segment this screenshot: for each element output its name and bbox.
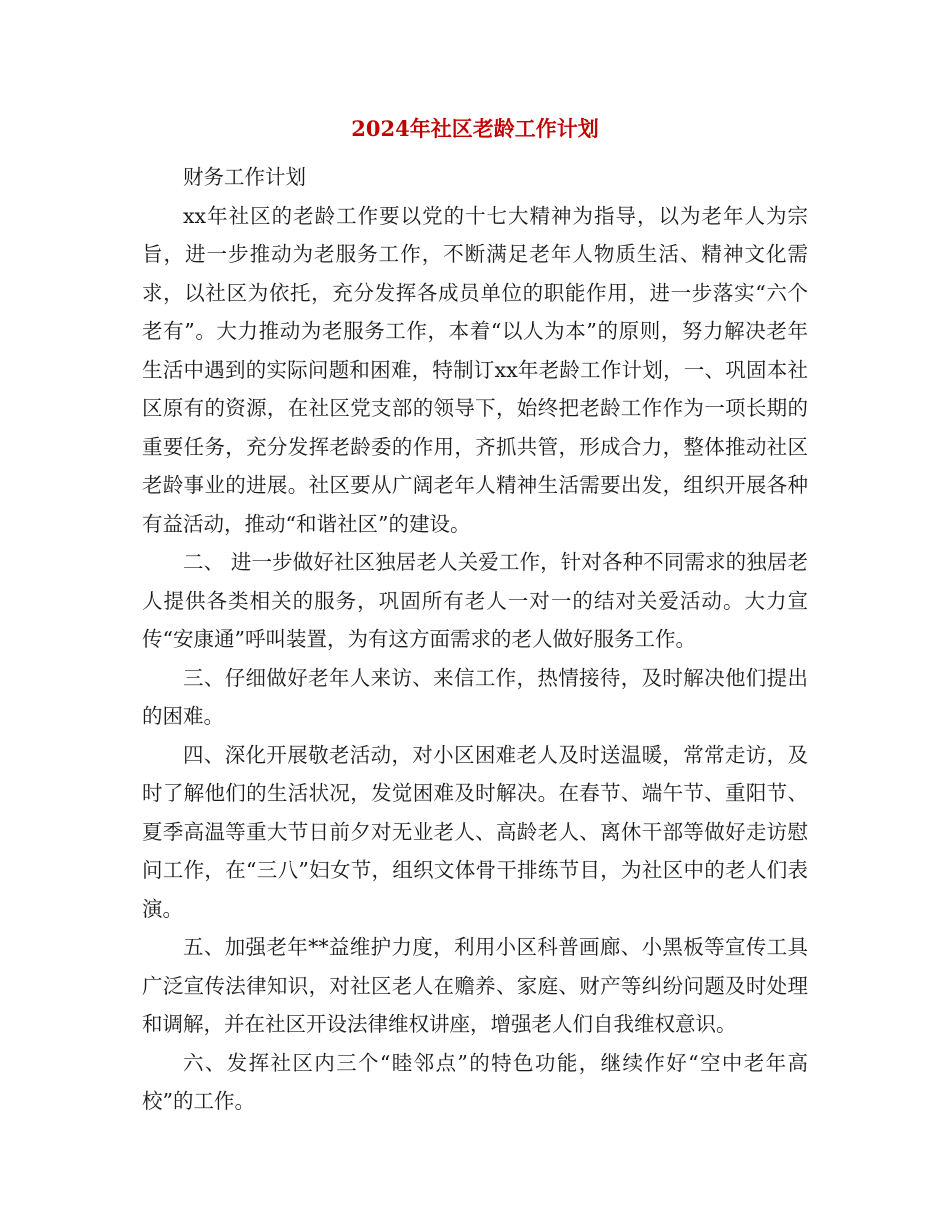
paragraph-heading: 财务工作计划 — [183, 165, 306, 189]
paragraph-item-3: 三、仔细做好老年人来访、来信工作，热情接待，及时解决他们提出的困难。 — [142, 665, 808, 728]
paragraph-item-2: 二、 进一步做好社区独居老人关爱工作，针对各种不同需求的独居老人提供各类相关的服务，巩固所有老人一对一的结对关爱活动。大力宣传“安康通”呼叫装置，为有这方面需求的老人做好服务工作。 — [142, 550, 808, 651]
paragraph-item-4: 四、深化开展敬老活动，对小区困难老人及时送温暖，常常走访，及时了解他们的生活状况，发觉困难及时解决。在春节、端午节、重阳节、夏季高温等重大节日前夕对无业老人、高龄老人、离休干部等做好走访慰问工作，在“三八”妇女节，组织文体骨干排练节目，为社区中的老人们表演。 — [142, 742, 808, 921]
document-body — [142, 158, 808, 1121]
paragraph-intro: xx年社区的老龄工作要以党的十七大精神为指导，以为老年人为宗旨，进一步推动为老服务工作，不断满足老年人物质生活、精神文化需求，以社区为依托，充分发挥各成员单位的职能作用，进一步落实“六个老有”。大力推动为老服务工作，本着“以人为本”的原则，努力解决老年生活中遇到的实际问题和困难，特制订xx年老龄工作计划，一、巩固本社区原有的资源，在社区党支部的领导下，始终把老龄工作作为一项长期的重要任务，充分发挥老龄委的作用，齐抓共管，形成合力，整体推动社区老龄事业的进展。社区要从广阔老年人精神生活需要出发，组织开展各种有益活动，推动“和谐社区”的建设。 — [142, 203, 808, 536]
paragraph-item-6: 六、发挥社区内三个“睦邻点”的特色功能，继续作好“空中老年高校”的工作。 — [142, 1050, 808, 1113]
paragraph-item-5: 五、加强老年**益维护力度，利用小区科普画廊、小黑板等宣传工具广泛宣传法律知识，对社区老人在赡养、家庭、财产等纠纷问题及时处理和调解，并在社区开设法律维权讲座，增强老人们自我维权意识。 — [142, 935, 808, 1036]
document-title: 2024年社区老龄工作计划 — [351, 116, 599, 141]
